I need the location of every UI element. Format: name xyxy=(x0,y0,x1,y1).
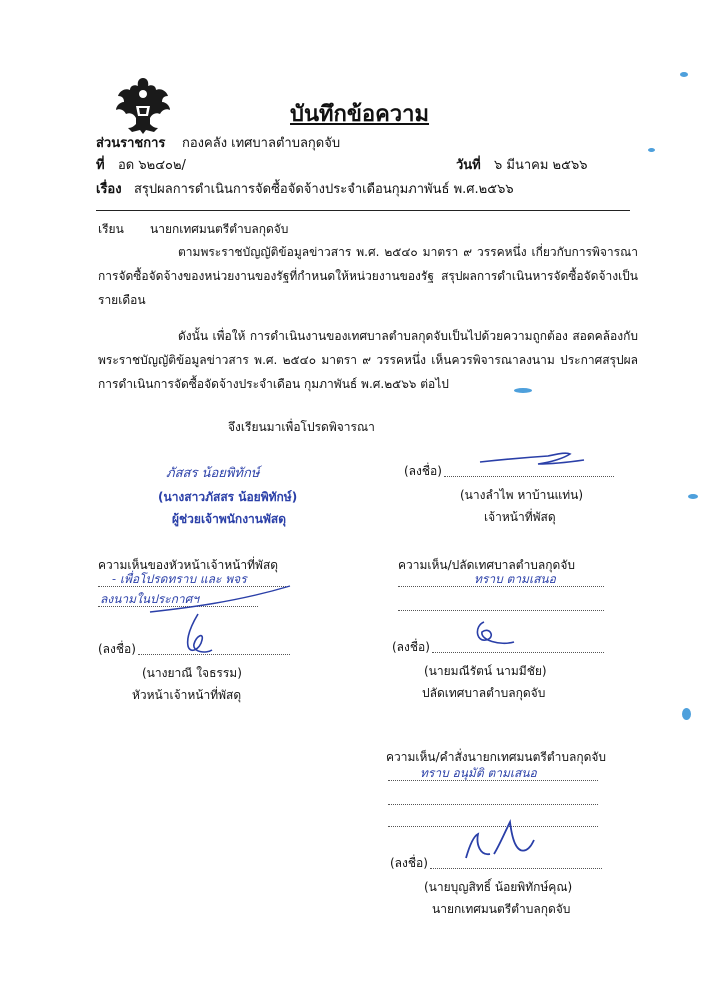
head-opinion-label: ความเห็นของหัวหน้าเจ้าหน้าที่พัสดุ xyxy=(98,558,279,572)
deputy-name: (นายมณีรัตน์ นามมีชัย) xyxy=(424,664,547,678)
deputy-sign-label: (ลงชื่อ) xyxy=(392,640,430,654)
date-value: ๖ มีนาคม ๒๕๖๖ xyxy=(494,158,588,173)
mayor-sign-label: (ลงชื่อ) xyxy=(390,856,428,870)
staff-name: (นางสาวภัสสร น้อยพิทักษ์) xyxy=(158,490,298,504)
dept-label: ส่วนราชการ xyxy=(96,136,166,151)
deputy-opinion-text-1: ทราบ ตามเสนอ xyxy=(474,572,556,586)
ink-spot xyxy=(688,494,698,499)
head-position: หัวหน้าเจ้าหน้าที่พัสดุ xyxy=(132,688,242,702)
deputy-signature-scribble xyxy=(470,616,520,655)
mayor-signature-scribble xyxy=(460,814,540,873)
deputy-opinion-line-2 xyxy=(398,610,604,611)
ref-label: ที่ xyxy=(96,158,105,173)
garuda-emblem-icon xyxy=(112,72,174,138)
salutation-label: เรียน xyxy=(98,222,124,236)
ink-spot xyxy=(680,72,688,77)
head-opinion-text-1: - เพื่อโปรดทราบ และ พจร xyxy=(112,572,247,586)
head-opinion-underline-stroke xyxy=(146,582,296,625)
staff-handwritten-signature: ภัสสร น้อยพิทักษ์ xyxy=(166,466,260,481)
paragraph-2: ดังนั้น เพื่อให้ การดำเนินงานของเทศบาลตำบลกุดจับเป็นไปด้วยความถูกต้อง สอดคล้องกับ พระราชบัญญัติข้อมูลข่าวสาร พ.ศ. ๒๕๔๐ มาตรา ๙ วรรคหนึ่ง เห็นควรพิจารณาลงนาม ประกาศสรุปผลการดำเนินการจัดซื้อจัดจ้างประจำเดือน กุมภาพันธ์ พ.ศ.๒๕๖๖ ต่อไป xyxy=(98,329,638,391)
mayor-opinion-line-2 xyxy=(388,804,598,805)
head-name: (นางยาณี ใจธรรม) xyxy=(142,666,242,680)
mayor-opinion-label: ความเห็น/คำสั่งนายกเทศมนตรีตำบลกุดจับ xyxy=(386,750,607,764)
officer-name: (นางลำไพ หาบ้านแท่น) xyxy=(460,488,584,502)
mayor-opinion-text-1: ทราบ อนุมัติ ตามเสนอ xyxy=(420,766,537,780)
ink-spot xyxy=(682,708,691,720)
memo-title: บันทึกข้อความ xyxy=(290,102,430,127)
head-sign-label: (ลงชื่อ) xyxy=(98,642,136,656)
subject-value: สรุปผลการดำเนินการจัดซื้อจัดจ้างประจำเดือนกุมภาพันธ์ พ.ศ.๒๕๖๖ xyxy=(134,182,514,197)
ref-value: อด ๖๒๔๐๒/ xyxy=(118,158,186,173)
ink-spot xyxy=(514,388,532,393)
head-signature-scribble xyxy=(178,610,218,663)
officer-signature-scribble xyxy=(478,446,588,477)
officer-position: เจ้าหน้าที่พัสดุ xyxy=(484,510,556,524)
header-divider xyxy=(96,210,630,211)
subject-label: เรื่อง xyxy=(96,182,122,197)
mayor-position: นายกเทศมนตรีตำบลกุดจับ xyxy=(432,902,571,916)
head-opinion-text-2: ลงนามในประกาศฯ xyxy=(100,592,199,606)
closing-line: จึงเรียนมาเพื่อโปรดพิจารณา xyxy=(228,420,375,434)
paragraph-1: ตามพระราชบัญญัติข้อมูลข่าวสาร พ.ศ. ๒๕๔๐ มาตรา ๙ วรรคหนึ่ง เกี่ยวกับการพิจารณาการจัดซื้อจัดจ้างของหน่วยงานของรัฐที่กำหนดให้หน่วยงานของรัฐ สรุปผลการดำเนินหารจัดซื้อจัดจ้างเป็นรายเดือน xyxy=(98,245,638,307)
deputy-position: ปลัดเทศบาลตำบลกุดจับ xyxy=(422,686,546,700)
deputy-opinion-label: ความเห็น/ปลัดเทศบาลตำบลกุดจับ xyxy=(398,558,575,572)
ink-spot xyxy=(648,148,655,152)
mayor-name: (นายบุญสิทธิ์ น้อยพิทักษ์คุณ) xyxy=(424,880,573,894)
dept-value: กองคลัง เทศบาลตำบลกุดจับ xyxy=(182,136,341,151)
staff-position: ผู้ช่วยเจ้าพนักงานพัสดุ xyxy=(172,512,287,526)
date-label: วันที่ xyxy=(456,158,481,173)
officer-sign-label: (ลงชื่อ) xyxy=(404,464,442,478)
salutation-value: นายกเทศมนตรีตำบลกุดจับ xyxy=(150,222,289,236)
